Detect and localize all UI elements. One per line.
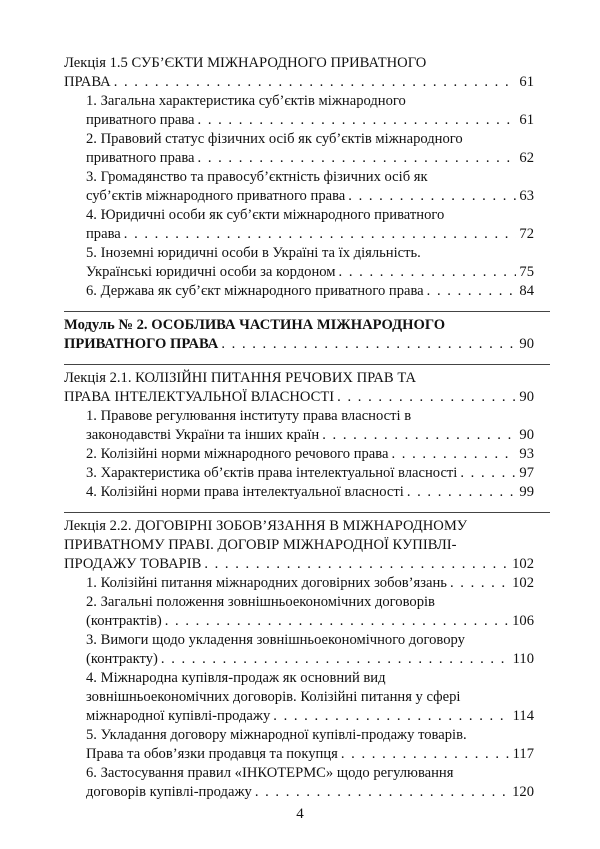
leader-dots — [255, 783, 509, 802]
leader-dots — [427, 282, 517, 301]
toc-item-1-5-6[interactable] — [64, 282, 550, 301]
toc-item-text: 5. Укладання договору міжнародної купівлі-продажу товарів. — [86, 727, 467, 743]
leader-dots — [204, 555, 509, 574]
toc-entry-title-end: ПРОДАЖУ ТОВАРІВ — [64, 556, 202, 572]
toc-item-text-end: (контрактів) — [86, 613, 162, 629]
toc-entry-title: Лекція 2.1. КОЛІЗІЙНІ ПИТАННЯ РЕЧОВИХ ПРАВ ТА — [64, 370, 417, 386]
toc-item-text-end: законодавстві України та інших країн — [86, 427, 320, 443]
leader-dots — [165, 612, 509, 631]
toc-entry-title-end: ПРАВА — [64, 74, 111, 90]
toc-item-text: 6. Застосування правил «ІНКОТЕРМС» щодо регулювання — [86, 765, 454, 781]
section-divider — [64, 512, 550, 513]
toc-item-2-1-2[interactable] — [64, 445, 550, 464]
toc-item-text: 1. Загальна характеристика суб’єктів міжнародного — [86, 93, 406, 109]
toc-item-text-end: Права та обов’язки продавця та покупця — [86, 746, 338, 762]
toc-page-number: 102 — [512, 575, 534, 591]
leader-dots — [339, 263, 517, 282]
toc-page-number: 102 — [512, 556, 534, 572]
leader-dots — [391, 445, 516, 464]
toc-entry-lecture-2-2[interactable] — [64, 517, 550, 574]
toc-page-number: 117 — [512, 746, 534, 762]
toc-page-number: 72 — [519, 226, 534, 242]
toc-entry-title: Модуль № 2. ОСОБЛИВА ЧАСТИНА МІЖНАРОДНОГО — [64, 317, 446, 333]
toc-page-number: 120 — [512, 784, 534, 800]
toc-item-2-2-6[interactable] — [64, 764, 550, 802]
toc-item-2-2-2[interactable] — [64, 593, 550, 631]
toc-page-number: 99 — [519, 484, 534, 500]
leader-dots — [322, 426, 516, 445]
leader-dots — [161, 650, 510, 669]
toc-entry-lecture-1-5[interactable] — [64, 54, 550, 92]
leader-dots — [407, 483, 517, 502]
toc-item-text-end: договорів купівлі-продажу — [86, 784, 252, 800]
toc-entry-module-2[interactable] — [64, 316, 550, 354]
toc-item-text: 1. Правове регулювання інституту права власності в — [86, 408, 412, 424]
toc-item-text-end: суб’єктів міжнародного приватного права — [86, 188, 346, 204]
toc-item-text: 4. Міжнародна купівля-продаж як основний вид — [86, 670, 386, 686]
toc-page-number: 61 — [519, 74, 534, 90]
toc-item-text: 3. Вимоги щодо укладення зовнішньоекономічного договору — [86, 632, 465, 648]
toc-item-2-2-4[interactable] — [64, 669, 550, 726]
toc-entry-title: Лекція 1.5 СУБ’ЄКТИ МІЖНАРОДНОГО ПРИВАТНОГО — [64, 55, 427, 71]
toc-page-number: 63 — [519, 188, 534, 204]
toc-entry-title: Лекція 2.2. ДОГОВІРНІ ЗОБОВ’ЯЗАННЯ В МІЖНАРОДНОМУ — [64, 518, 468, 534]
toc-page-number: 114 — [512, 708, 534, 724]
toc-page-number: 110 — [512, 651, 534, 667]
toc-item-text: 3. Характеристика об’єктів права інтелектуальної власності — [86, 465, 458, 481]
leader-dots — [114, 73, 517, 92]
toc-page-number: 62 — [519, 150, 534, 166]
toc-item-text: 2. Загальні положення зовнішньоекономічних договорів — [86, 594, 435, 610]
page-number: 4 — [296, 806, 304, 822]
toc-item-text-end: права — [86, 226, 121, 242]
toc-item-2-2-1[interactable] — [64, 574, 550, 593]
toc-entry-title-end: ПРИВАТНОГО ПРАВА — [64, 336, 219, 352]
leader-dots — [348, 187, 516, 206]
toc-item-text-end: Українські юридичні особи за кордоном — [86, 264, 336, 280]
leader-dots — [460, 464, 516, 483]
toc-page-number: 90 — [519, 389, 534, 405]
toc-item-text: 4. Юридичні особи як суб’єкти міжнародного приватного — [86, 207, 445, 223]
toc-item-text: 5. Іноземні юридичні особи в Україні та їх діяльність. — [86, 245, 421, 261]
section-divider — [64, 364, 550, 365]
toc-item-text-end: приватного права — [86, 112, 195, 128]
toc-item-text-end: приватного права — [86, 150, 195, 166]
toc-page-number: 93 — [519, 446, 534, 462]
toc-item-text: 1. Колізійні питання міжнародних договірних зобов’язань — [86, 575, 447, 591]
leader-dots — [198, 149, 517, 168]
toc-item-2-1-3[interactable] — [64, 464, 550, 483]
toc-item-text: 4. Колізійні норми права інтелектуальної власності — [86, 484, 404, 500]
toc-page-number: 106 — [512, 613, 534, 629]
toc-item-text: 2. Правовий статус фізичних осіб як суб’єктів міжнародного — [86, 131, 463, 147]
toc-item-1-5-3[interactable] — [64, 168, 550, 206]
leader-dots — [450, 574, 509, 593]
toc-page-number: 84 — [519, 283, 534, 299]
toc-page-number: 90 — [519, 427, 534, 443]
toc-item-1-5-4[interactable] — [64, 206, 550, 244]
toc-item-text-end: міжнародної купівлі-продажу — [86, 708, 271, 724]
toc-item-2-2-3[interactable] — [64, 631, 550, 669]
toc-item-text: 3. Громадянство та правосуб’єктність фізичних осіб як — [86, 169, 428, 185]
toc-item-text: 6. Держава як суб’єкт міжнародного приватного права — [86, 283, 424, 299]
toc-page-number: 61 — [519, 112, 534, 128]
toc-item-1-5-1[interactable] — [64, 92, 550, 130]
toc-item-1-5-2[interactable] — [64, 130, 550, 168]
toc-page-number: 75 — [519, 264, 534, 280]
toc-page-number: 97 — [519, 465, 534, 481]
leader-dots — [337, 388, 516, 407]
toc-item-2-1-1[interactable] — [64, 407, 550, 445]
toc-entry-title: ПРИВАТНОМУ ПРАВІ. ДОГОВІР МІЖНАРОДНОЇ КУПІВЛІ- — [64, 537, 457, 553]
toc-item-text: 2. Колізійні норми міжнародного речового права — [86, 446, 389, 462]
section-divider — [64, 311, 550, 312]
toc-item-text: зовнішньоекономічних договорів. Колізійні питання у сфері — [86, 689, 461, 705]
table-of-contents — [64, 54, 550, 802]
leader-dots — [221, 335, 516, 354]
leader-dots — [124, 225, 517, 244]
toc-item-text-end: (контракту) — [86, 651, 158, 667]
leader-dots — [198, 111, 517, 130]
leader-dots — [273, 707, 509, 726]
toc-item-2-1-4[interactable] — [64, 483, 550, 502]
toc-page-number: 90 — [519, 336, 534, 352]
toc-item-1-5-5[interactable] — [64, 244, 550, 282]
toc-entry-title-end: ПРАВА ІНТЕЛЕКТУАЛЬНОЇ ВЛАСНОСТІ — [64, 389, 335, 405]
leader-dots — [341, 745, 510, 764]
toc-entry-lecture-2-1[interactable] — [64, 369, 550, 407]
toc-item-2-2-5[interactable] — [64, 726, 550, 764]
